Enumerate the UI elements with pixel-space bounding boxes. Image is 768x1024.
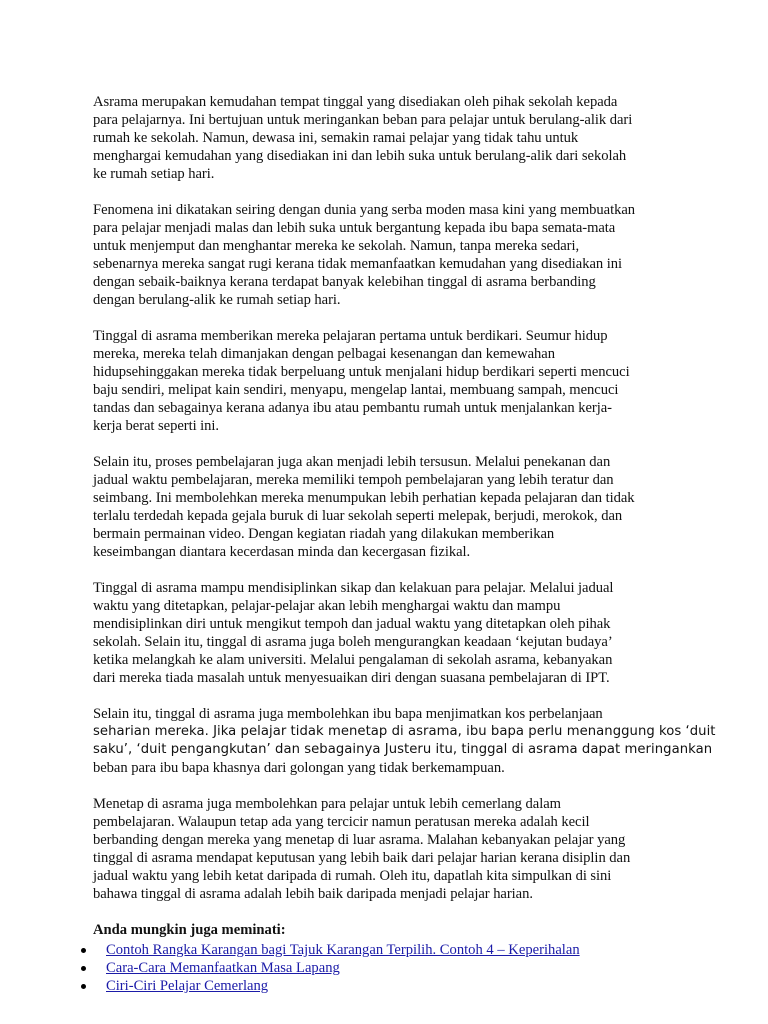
- paragraph-line: tandas dan sebagainya kerana adanya ibu atau pembantu rumah untuk menjalankan kerja-: [93, 400, 612, 416]
- paragraph-line: rumah ke sekolah. Namun, dewasa ini, semakin ramai pelajar yang tidak tahu untuk: [93, 130, 579, 146]
- paragraph-line: saku’, ‘duit pengangkutan’ dan sebagainya Justeru itu, tinggal di asrama dapat meringankan: [93, 742, 713, 757]
- paragraph-line: dengan berulang-alik ke rumah setiap hari.: [93, 292, 341, 308]
- related-list-item: [81, 959, 669, 977]
- paragraph-line: jadual waktu yang lebih ketat daripada di rumah. Oleh itu, dapatlah kita simpulkan di sini: [93, 868, 612, 884]
- paragraph-line: Asrama merupakan kemudahan tempat tinggal yang disediakan oleh pihak sekolah kepada: [93, 94, 618, 110]
- bullet-icon: [81, 966, 86, 971]
- paragraph-line: Menetap di asrama juga membolehkan para pelajar untuk lebih cemerlang dalam: [93, 796, 561, 812]
- paragraph-line: mendisiplinkan diri untuk mengikut tempoh dan jadual waktu yang ditetapkan oleh pihak: [93, 616, 611, 632]
- related-section: [93, 921, 681, 995]
- paragraph-line: Fenomena ini dikatakan seiring dengan dunia yang serba moden masa kini yang membuatkan: [93, 202, 636, 218]
- article-paragraph: [93, 201, 681, 309]
- paragraph-line: terlalu terdedah kepada gejala buruk di luar sekolah seperti melepak, berjudi, merokok, dan: [93, 508, 623, 524]
- bullet-icon: [81, 984, 86, 989]
- bullet-icon: [81, 948, 86, 953]
- article-paragraph: [93, 795, 681, 903]
- related-link[interactable]: Contoh Rangka Karangan bagi Tajuk Karangan Terpilih. Contoh 4 – Keperihalan: [106, 942, 580, 958]
- paragraph-line: untuk menjemput dan menghantar mereka ke sekolah. Namun, tanpa mereka sedari,: [93, 238, 580, 254]
- paragraph-line: seharian mereka. Jika pelajar tidak menetap di asrama, ibu bapa perlu menanggung kos ‘duit: [93, 724, 716, 739]
- article-paragraph: [93, 579, 681, 687]
- paragraph-line: mereka, mereka telah dimanjakan dengan pelbagai kesenangan dan kemewahan: [93, 346, 555, 362]
- article-paragraph: [93, 327, 681, 435]
- paragraph-line: para pelajar menjadi malas dan lebih suka untuk bergantung kepada ibu bapa semata-mata: [93, 220, 616, 236]
- paragraph-line: ke rumah setiap hari.: [93, 166, 215, 182]
- paragraph-line: bahawa tinggal di asrama adalah lebih baik daripada menjadi pelajar harian.: [93, 886, 533, 902]
- related-list-item: [81, 977, 669, 995]
- paragraph-line: Selain itu, tinggal di asrama juga membolehkan ibu bapa menjimatkan kos perbelanjaan: [93, 706, 603, 722]
- related-list-item: [81, 941, 669, 959]
- document-page: [93, 93, 716, 995]
- related-link[interactable]: Cara-Cara Memanfaatkan Masa Lapang: [106, 960, 340, 976]
- paragraph-line: beban para ibu bapa khasnya dari golongan yang tidak berkemampuan.: [93, 760, 505, 776]
- paragraph-line: Tinggal di asrama mampu mendisiplinkan sikap dan kelakuan para pelajar. Melalui jadual: [93, 580, 614, 596]
- paragraph-line: jadual waktu pembelajaran, mereka memiliki tempoh pembelajaran yang lebih teratur dan: [93, 472, 614, 488]
- paragraph-line: keseimbangan diantara kecerdasan minda dan kecergasan fizikal.: [93, 544, 471, 560]
- paragraph-line: berbanding dengan mereka yang menetap di luar asrama. Malahan kebanyakan pelajar yang: [93, 832, 626, 848]
- paragraph-line: bermain permainan video. Dengan kegiatan riadah yang dilakukan memberikan: [93, 526, 555, 542]
- paragraph-line: para pelajarnya. Ini bertujuan untuk meringankan beban para pelajar untuk berulang-alik dari: [93, 112, 633, 128]
- paragraph-line: tinggal di asrama mendapat keputusan yang lebih baik dari pelajar harian kerana disiplin dan: [93, 850, 631, 866]
- article-paragraph: [93, 705, 716, 777]
- paragraph-line: pembelajaran. Walaupun tetap ada yang tercicir namun peratusan mereka adalah kecil: [93, 814, 590, 830]
- paragraph-line: ketika melangkah ke alam universiti. Melalui pengalaman di sekolah asrama, kebanyakan: [93, 652, 613, 668]
- paragraph-line: menghargai kemudahan yang disediakan ini dan lebih suka untuk berulang-alik dari sekolah: [93, 148, 627, 164]
- paragraph-line: waktu yang ditetapkan, pelajar-pelajar akan lebih menghargai waktu dan mampu: [93, 598, 561, 614]
- related-heading: Anda mungkin juga meminati:: [93, 922, 286, 938]
- paragraph-line: sekolah. Selain itu, tinggal di asrama juga boleh mengurangkan keadaan ‘kejutan budaya’: [93, 634, 613, 650]
- article-paragraph: [93, 453, 681, 561]
- paragraph-line: Selain itu, proses pembelajaran juga akan menjadi lebih tersusun. Melalui penekanan dan: [93, 454, 611, 470]
- paragraph-line: Tinggal di asrama memberikan mereka pelajaran pertama untuk berdikari. Seumur hidup: [93, 328, 608, 344]
- paragraph-line: dengan sebaik-baiknya kerana terdapat banyak kelebihan tinggal di asrama berbanding: [93, 274, 596, 290]
- article-body: [93, 93, 716, 903]
- paragraph-line: dari mereka tiada masalah untuk menyesuaikan diri dengan suasana pembelajaran di IPT.: [93, 670, 610, 686]
- related-list: [81, 941, 669, 995]
- related-link[interactable]: Ciri-Ciri Pelajar Cemerlang: [106, 978, 269, 994]
- paragraph-line: seimbang. Ini membolehkan mereka menumpukan lebih perhatian kepada pelajaran dan tidak: [93, 490, 635, 506]
- paragraph-line: kerja berat seperti ini.: [93, 418, 220, 434]
- paragraph-line: baju sendiri, melipat kain sendiri, menyapu, mengelap lantai, membuang sampah, mencuci: [93, 382, 619, 398]
- paragraph-line: sebenarnya mereka sangat rugi kerana tidak memanfaatkan kemudahan yang disediakan ini: [93, 256, 623, 272]
- paragraph-line: hidupsehinggakan mereka tidak berpeluang untuk menjalani hidup berdikari seperti mencuci: [93, 364, 630, 380]
- article-paragraph: [93, 93, 681, 183]
